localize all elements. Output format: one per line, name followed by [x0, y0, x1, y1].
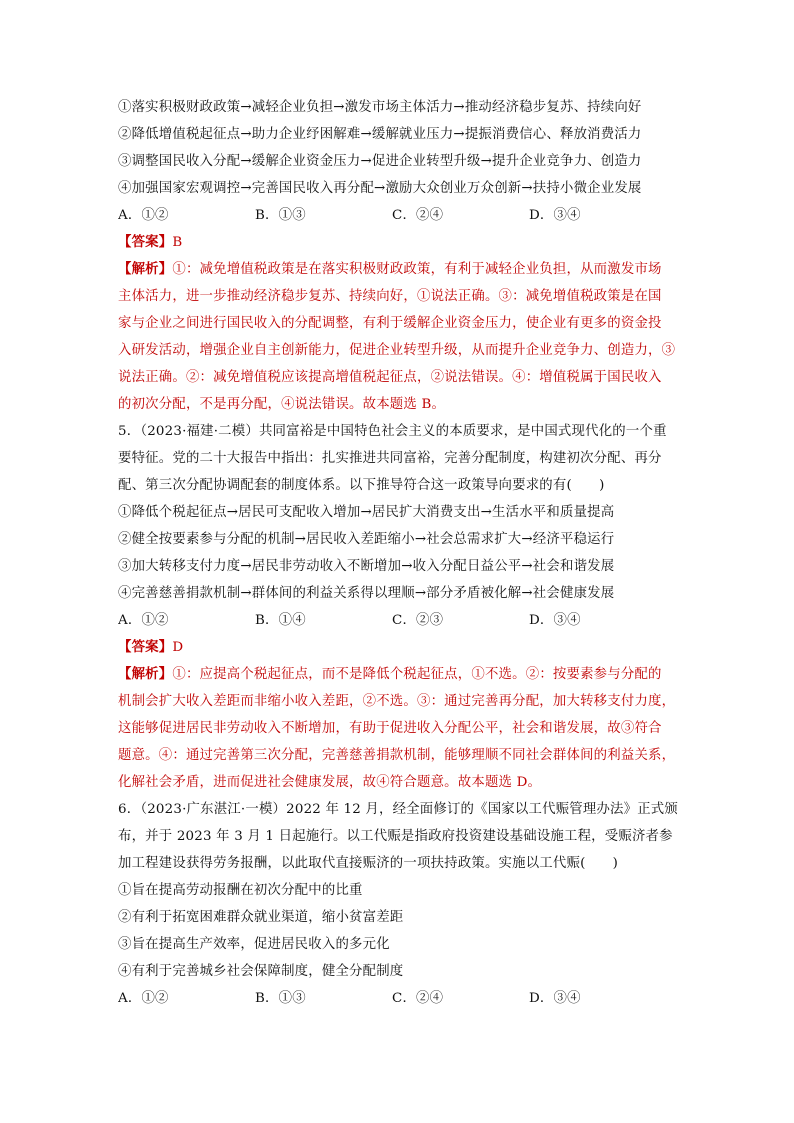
q6-stem-line-3: 加工程建设获得劳务报酬，以此取代直接赈济的一项扶持政策。实施以工代赈( ): [118, 856, 619, 871]
q4-analysis-text-1: ①：减免增值税政策是在落实积极财政政策，有利于减轻企业负担，从而激发市场: [172, 262, 662, 277]
q4-choice-d: D．③④: [529, 208, 581, 223]
q5-analysis-line-1: [118, 661, 678, 688]
q5-stem-line-1: 5．（2023·福建·二模）共同富裕是中国特色社会主义的本质要求，是中国式现代化的一个重: [118, 424, 667, 439]
q4-answer-tag: 【答案】: [118, 234, 173, 250]
q5-option-4: ④完善慈善捐款机制→群体间的利益关系得以理顺→部分矛盾被化解→社会健康发展: [118, 586, 615, 601]
q5-analysis-line-4: 题意。④：通过完善第三次分配，完善慈善捐款机制，能够理顺不同社会群体间的利益关系，: [118, 748, 676, 763]
q5-stem-line-3: 配、第三次分配协调配套的制度体系。以下推导符合这一政策导向要求的有( ): [118, 478, 605, 493]
q5-stem-line-2: 要特征。党的二十大报告中指出：扎实推进共同富裕，完善分配制度，构建初次分配、再分: [118, 451, 662, 466]
q5-choice-a: A．①②: [118, 613, 169, 628]
q4-option-4: ④加强国家宏观调控→完善国民收入再分配→激励大众创业万众创新→扶持小微企业发展: [118, 181, 642, 196]
q5-analysis-line-2: 机制会扩大收入差距而非缩小收入差距，②不选。③：通过完善再分配，加大转移支付力度，: [118, 694, 676, 709]
q5-option-1: ①降低个税起征点→居民可支配收入增加→居民扩大消费支出→生活水平和质量提高: [118, 505, 615, 520]
q5-analysis-line-3: 这能够促进居民非劳动收入不断增加，有助于促进收入分配公平，社会和谐发展，故③符合: [118, 721, 662, 736]
q6-option-4: ④有利于完善城乡社会保障制度，健全分配制度: [118, 964, 404, 979]
q5-choice-b: B．①④: [255, 613, 306, 628]
q6-stem-line-1: 6．（2023·广东湛江·一模）2022 年 12 月，经全面修订的《国家以工代赈管理办法》正式颁: [118, 802, 678, 817]
q4-choices: [118, 202, 678, 229]
q6-choice-b: B．①③: [255, 991, 306, 1006]
q4-option-3: ③调整国民收入分配→缓解企业资金压力→促进企业转型升级→提升企业竞争力、创造力: [118, 154, 642, 169]
q6-option-1: ①旨在提高劳动报酬在初次分配中的比重: [118, 883, 363, 898]
q5-option-2: ②健全按要素参与分配的机制→居民收入差距缩小→社会总需求扩大→经济平稳运行: [118, 532, 615, 547]
q6-choice-d: D．③④: [529, 991, 581, 1006]
q5-answer-tag: 【答案】: [118, 639, 173, 655]
q5-answer-value: D: [172, 640, 184, 655]
q4-choice-c: C．②④: [392, 208, 444, 223]
q5-choice-c: C．②③: [392, 613, 444, 628]
q4-answer: [118, 229, 678, 256]
q5-analysis-line-5: 化解社会矛盾，进而促进社会健康发展，故④符合题意。故本题选 D。: [118, 775, 542, 790]
q4-answer-value: B: [172, 235, 183, 250]
q4-option-1: ①落实积极财政政策→减轻企业负担→激发市场主体活力→推动经济稳步复苏、持续向好: [118, 100, 642, 115]
q4-choice-b: B．①③: [255, 208, 306, 223]
q5-choices: [118, 607, 678, 634]
q6-choice-a: A．①②: [118, 991, 169, 1006]
q4-choice-a: A．①②: [118, 208, 169, 223]
q4-analysis-line-1: [118, 256, 678, 283]
q5-analysis-tag: 【解析】: [118, 666, 173, 682]
q5-option-3: ③加大转移支付力度→居民非劳动收入不断增加→收入分配日益公平→社会和谐发展: [118, 559, 615, 574]
q5-answer: [118, 634, 678, 661]
q6-choice-c: C．②④: [392, 991, 444, 1006]
q6-option-2: ②有利于拓宽困难群众就业渠道，缩小贫富差距: [118, 910, 404, 925]
q6-stem-line-2: 布，并于 2023 年 3 月 1 日起施行。以工代赈是指政府投资建设基础设施工程，受赈济者参: [118, 829, 673, 844]
q4-analysis-line-5: 说法正确。②：减免增值税应该提高增值税起征点，②说法错误。④：增值税属于国民收入: [118, 370, 662, 385]
q4-analysis-line-2: 主体活力，进一步推动经济稳步复苏、持续向好，①说法正确。③：减免增值税政策是在国: [118, 289, 662, 304]
q4-option-2: ②降低增值税起征点→助力企业纾困解难→缓解就业压力→提振消费信心、释放消费活力: [118, 127, 642, 142]
q6-option-3: ③旨在提高生产效率，促进居民收入的多元化: [118, 937, 390, 952]
q5-analysis-text-1: ①：应提高个税起征点，而不是降低个税起征点，①不选。②：按要素参与分配的: [172, 667, 662, 682]
q4-analysis-line-3: 家与企业之间进行国民收入的分配调整，有利于缓解企业资金压力，使企业有更多的资金投: [118, 316, 662, 331]
q5-choice-d: D．③④: [529, 613, 581, 628]
q4-analysis-line-6: 的初次分配，不是再分配，④说法错误。故本题选 B。: [118, 397, 446, 412]
q4-analysis-tag: 【解析】: [118, 261, 173, 277]
q6-choices: [118, 985, 678, 1012]
q4-analysis-line-4: 入研发活动，增强企业自主创新能力，促进企业转型升级，从而提升企业竞争力、创造力，③: [118, 343, 676, 358]
document-page: [118, 94, 678, 1012]
